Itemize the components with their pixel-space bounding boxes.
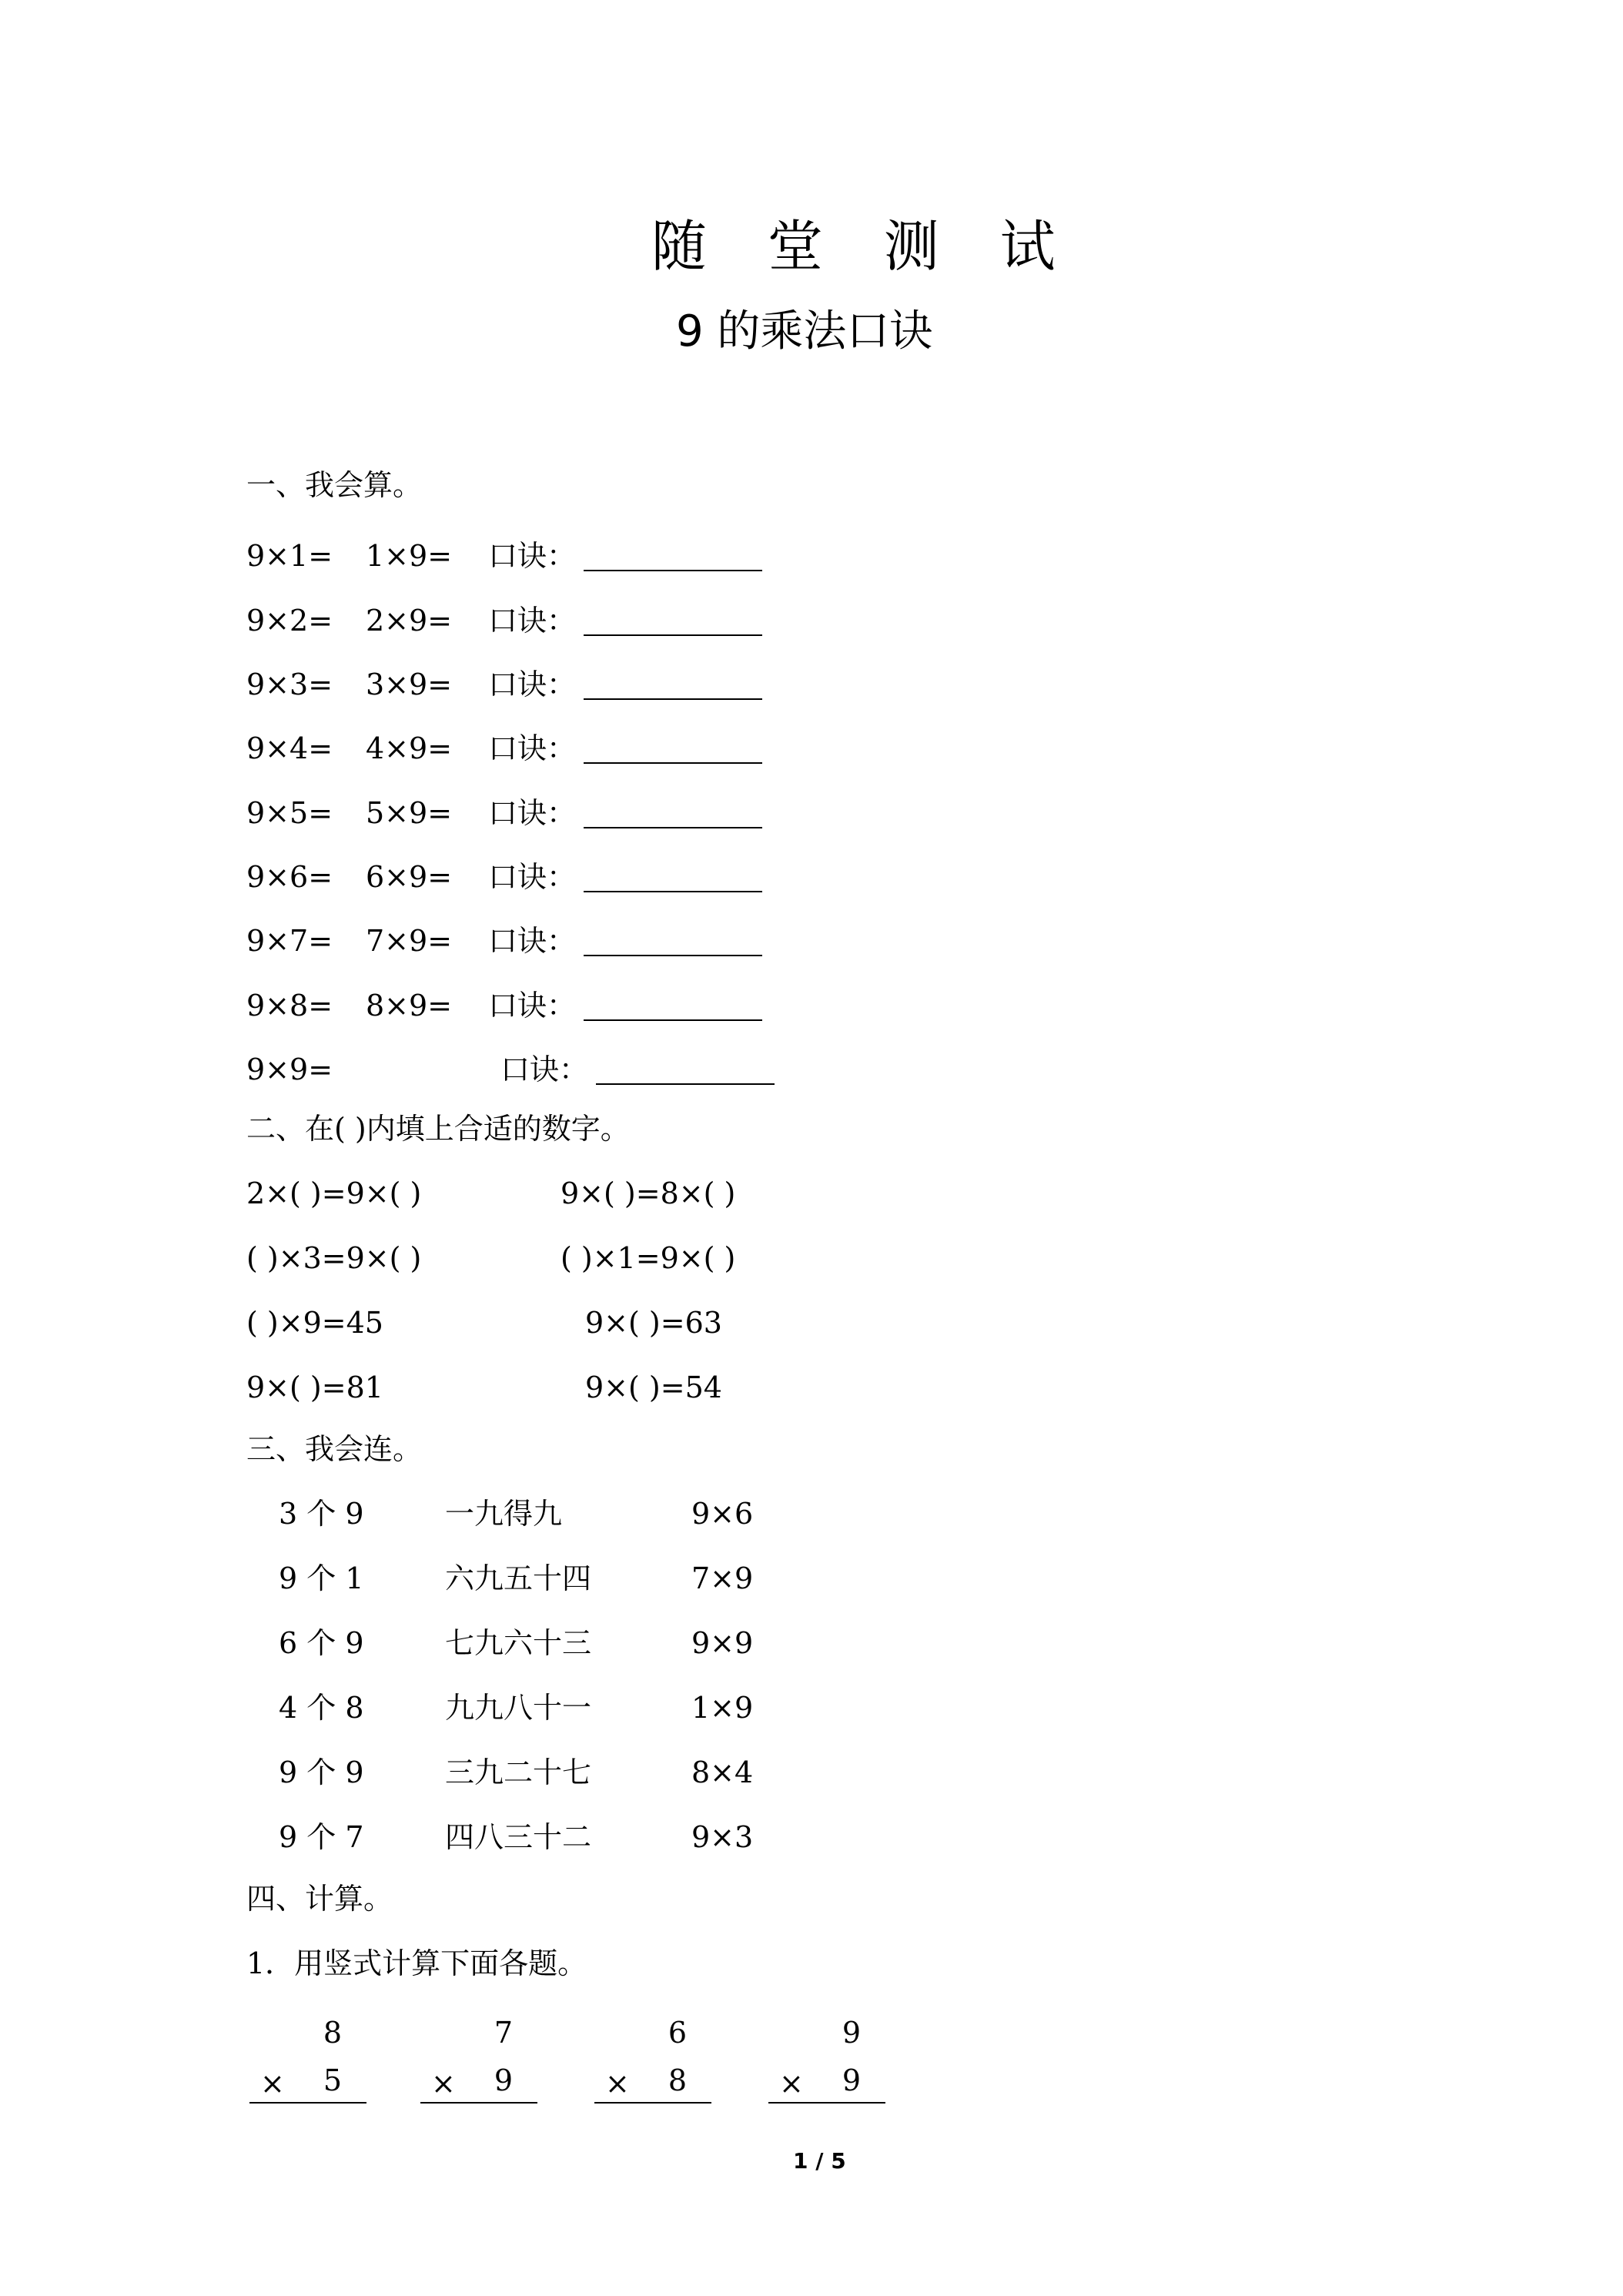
koujue-answer-blank[interactable] [596,1056,775,1085]
fill-blank-left[interactable]: 2×( )=9×( ) [246,1176,422,1210]
page-subtitle: 9 的乘法口诀 [676,306,933,356]
calc-item-a: 9×3= [246,668,333,701]
result-line [594,2102,711,2104]
match-rhyme[interactable]: 七九六十三 [445,1626,592,1660]
match-expression[interactable]: 7×9 [691,1561,754,1595]
vertical-multiplication [594,2016,711,2108]
result-line [420,2102,537,2104]
section1-heading: 一、我会算。 [246,468,423,502]
fill-blank-left[interactable]: ( )×3=9×( ) [246,1241,422,1275]
multiplicand: 9 [842,2016,861,2050]
calc-item-b: 8×9= [366,989,453,1022]
result-line [768,2102,885,2104]
calc-item-a: 9×6= [246,860,333,894]
vertical-multiplication [420,2016,537,2108]
multiply-sign: × [605,2067,630,2100]
match-rhyme[interactable]: 六九五十四 [445,1561,592,1595]
match-rhyme[interactable]: 三九二十七 [445,1755,592,1789]
koujue-answer-blank[interactable] [584,927,762,956]
multiplicand: 6 [668,2016,687,2050]
fill-blank-right[interactable]: ( )×1=9×( ) [561,1241,736,1275]
section4-heading: 四、计算。 [246,1882,393,1916]
calc-item-b: 3×9= [366,668,453,701]
calc-item-b: 4×9= [366,731,453,765]
calc-item-a: 9×2= [246,604,333,638]
calc-item-a: 9×8= [246,989,333,1022]
koujue-answer-blank[interactable] [584,863,762,892]
match-rhyme[interactable]: 四八三十二 [445,1820,592,1854]
calc-item-a: 9×5= [246,796,333,830]
match-expression[interactable]: 9×9 [691,1626,754,1660]
multiplicand: 8 [323,2016,342,2050]
calc-item-a: 9×7= [246,924,333,958]
section4-subheading: 1．用竖式计算下面各题。 [246,1946,587,1980]
koujue-answer-blank[interactable] [584,671,762,700]
koujue-label: 口诀： [488,796,577,830]
calc-item-b: 6×9= [366,860,453,894]
fill-blank-left[interactable]: ( )×9=45 [246,1306,383,1340]
multiply-sign: × [779,2067,804,2100]
calc-item-b: 7×9= [366,924,453,958]
koujue-label: 口诀： [500,1053,589,1086]
match-expression[interactable]: 1×9 [691,1691,754,1725]
calc-item-b: 2×9= [366,604,453,638]
calc-item-a: 9×1= [246,539,333,573]
page-title: 随 堂 测 试 [651,214,1077,279]
match-expression[interactable]: 9×3 [691,1820,754,1854]
match-rhyme[interactable]: 九九八十一 [445,1691,592,1725]
multiply-sign: × [431,2067,456,2100]
match-expression[interactable]: 9×6 [691,1497,754,1531]
calc-item-b: 1×9= [366,539,453,573]
koujue-label: 口诀： [488,668,577,701]
fill-blank-right[interactable]: 9×( )=63 [585,1306,722,1340]
calc-item-a: 9×4= [246,731,333,765]
calc-item-a: 9×9= [246,1053,333,1086]
multiplier: 5 [323,2063,342,2097]
match-quantity[interactable]: 6 个 9 [279,1626,364,1660]
match-quantity[interactable]: 4 个 8 [279,1691,364,1725]
multiplier: 9 [494,2063,513,2097]
fill-blank-right[interactable]: 9×( )=8×( ) [561,1176,736,1210]
koujue-label: 口诀： [488,604,577,638]
match-quantity[interactable]: 3 个 9 [279,1497,364,1531]
koujue-answer-blank[interactable] [584,607,762,636]
vertical-multiplication [249,2016,366,2108]
koujue-label: 口诀： [488,989,577,1022]
koujue-answer-blank[interactable] [584,992,762,1021]
fill-blank-left[interactable]: 9×( )=81 [246,1371,383,1404]
match-quantity[interactable]: 9 个 1 [279,1561,364,1595]
page-number: 1 / 5 [793,2148,846,2174]
match-quantity[interactable]: 9 个 9 [279,1755,364,1789]
koujue-label: 口诀： [488,924,577,958]
fill-blank-right[interactable]: 9×( )=54 [585,1371,722,1404]
section3-heading: 三、我会连。 [246,1432,423,1466]
multiplier: 9 [842,2063,861,2097]
multiplicand: 7 [494,2016,513,2050]
koujue-label: 口诀： [488,731,577,765]
vertical-multiplication [768,2016,885,2108]
koujue-label: 口诀： [488,860,577,894]
koujue-answer-blank[interactable] [584,735,762,764]
koujue-answer-blank[interactable] [584,799,762,828]
match-expression[interactable]: 8×4 [691,1755,754,1789]
match-rhyme[interactable]: 一九得九 [445,1497,563,1531]
multiplier: 8 [668,2063,687,2097]
result-line [249,2102,366,2104]
match-quantity[interactable]: 9 个 7 [279,1820,364,1854]
calc-item-b: 5×9= [366,796,453,830]
multiply-sign: × [260,2067,285,2100]
section2-heading: 二、在( )内填上合适的数字。 [246,1112,630,1146]
koujue-answer-blank[interactable] [584,542,762,571]
koujue-label: 口诀： [488,539,577,573]
